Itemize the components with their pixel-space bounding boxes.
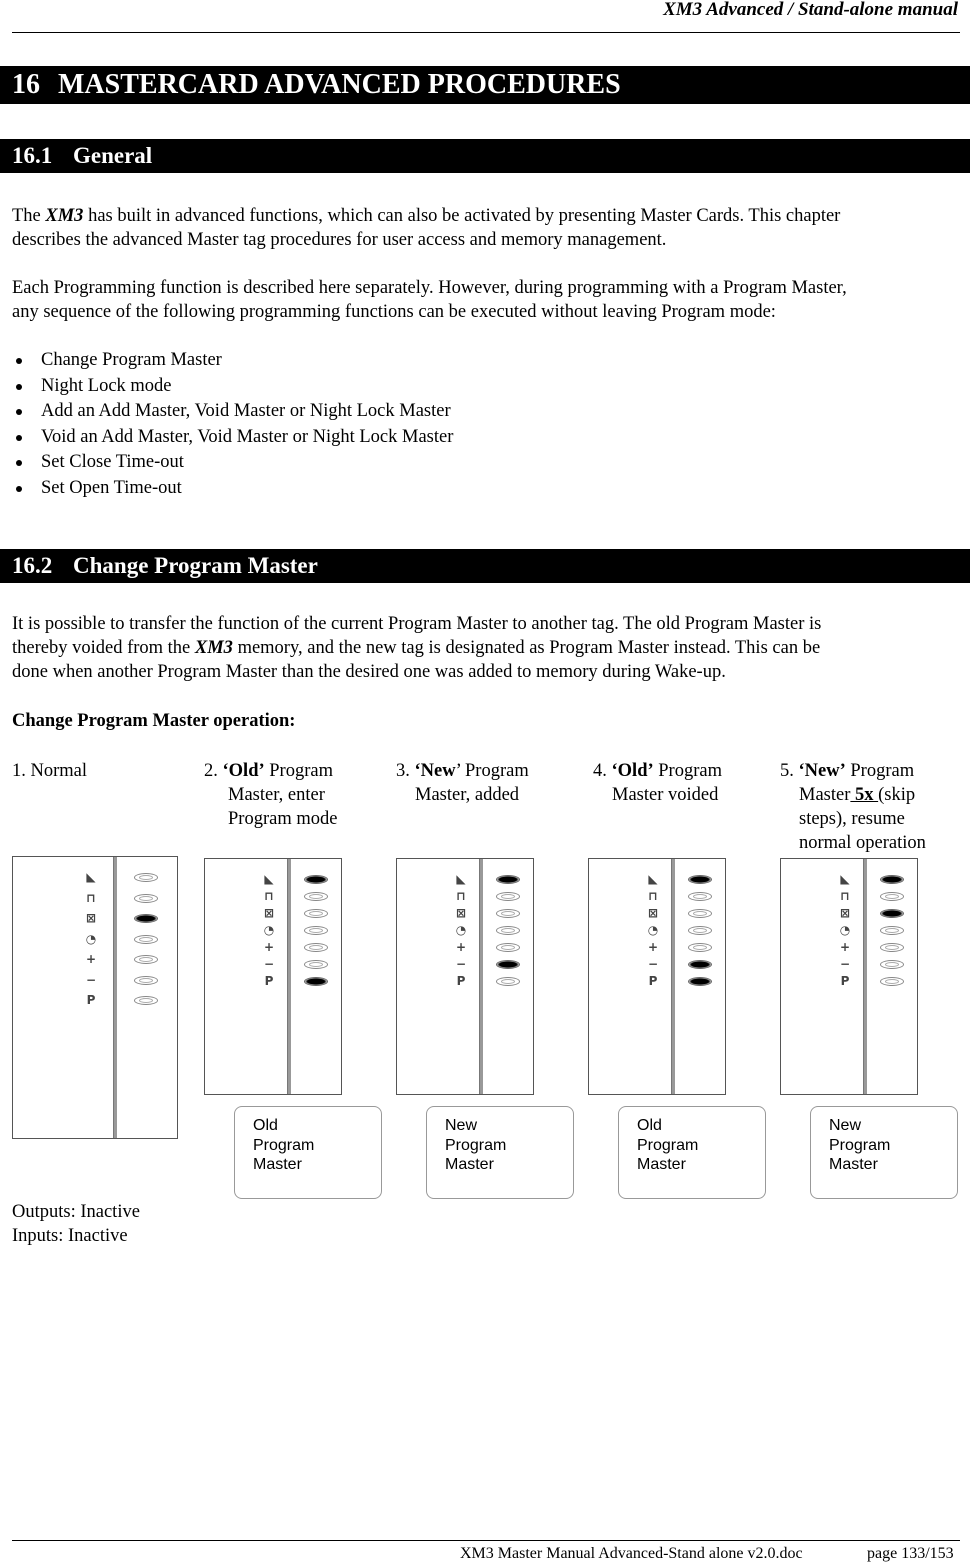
text: thereby voided from the [12,638,195,658]
brand-xm3: XM3 [194,638,233,658]
reader-panel-step-5 [780,858,918,1095]
led-off-indicator [496,926,520,935]
rfid-signal-icon: ◣ [456,872,466,886]
led-on-indicator [688,875,712,884]
text: The [12,206,46,226]
step-bold: ‘New [414,761,456,781]
led-off-indicator [134,894,158,903]
step-number: 5. [780,761,794,781]
tag-card-old-program-master [618,1106,766,1199]
plus-icon: + [455,940,467,954]
chapter-heading [0,66,970,104]
led-off-indicator [134,976,158,985]
inputs-status: Inputs: Inactive [12,1226,128,1246]
list-item: Change Program Master [12,348,453,374]
card-label: Program [637,1136,699,1154]
step-3 [396,759,529,807]
footer-page-number: page 133/153 [867,1545,954,1562]
step-text: (skip [878,785,916,805]
rfid-signal-icon: ◣ [86,870,96,884]
led-off-indicator [304,909,328,918]
general-paragraph-1 [12,204,962,252]
operation-heading: Change Program Master operation: [12,711,296,731]
list-item: Set Open Time-out [12,476,453,502]
plus-icon: + [263,940,275,954]
door-open-icon: ⊓ [840,889,850,903]
card-label: Old [637,1117,662,1134]
step-text: Program [845,761,915,781]
step-text: steps), resume [799,809,905,829]
step-text: ’ Program [455,761,529,781]
led-on-indicator [304,875,328,884]
reader-panel-step-4 [588,858,726,1095]
led-on-indicator [496,875,520,884]
led-off-indicator [496,892,520,901]
clock-icon: ◔ [85,931,97,946]
repeat-count: 5x [850,785,879,805]
led-off-indicator [688,926,712,935]
p-letter-icon: P [264,974,274,988]
card-label: Program [829,1136,891,1154]
lock-box-icon: ⊠ [85,911,97,925]
footer-rule [12,1540,960,1541]
led-off-indicator [134,935,158,944]
step-2 [204,759,337,831]
text: has built in advanced functions, which can also be activated by presenting Master Cards. This chapter [83,206,841,226]
section-number: 16.2 [12,553,53,578]
step-text: Master [799,785,851,805]
brand-xm3: XM3 [45,206,84,226]
led-off-indicator [496,977,520,986]
tag-card-old-program-master [234,1106,382,1199]
running-header-title: XM3 Advanced / Stand-alone manual [663,0,958,20]
text: Each Programming function is described here separately. However, during programming with a Program Master, [12,278,847,298]
text: describes the advanced Master tag procedures for user access and memory management. [12,230,667,250]
step-text: Program [264,761,333,781]
list-item: Set Close Time-out [12,450,453,476]
lock-box-icon: ⊠ [839,906,851,920]
card-label: Master [445,1156,494,1173]
text: done when another Program Master than the desired one was added to memory during Wake-up. [12,662,726,682]
general-paragraph-2 [12,276,962,324]
section-number: 16.1 [12,143,53,168]
step-bold: ‘New’ [798,761,846,781]
led-on-indicator [304,977,328,986]
step-text: Program mode [228,809,338,829]
clock-icon: ◔ [263,923,275,937]
header-rule [12,32,960,33]
text: It is possible to transfer the function of the current Program Master to another tag. The old Program Master is [12,614,822,634]
card-label: New [829,1117,862,1134]
led-off-indicator [880,926,904,935]
section-heading-general [0,139,970,173]
step-text: Master, enter [228,785,325,805]
led-off-indicator [304,960,328,969]
step-5 [780,759,926,855]
door-open-icon: ⊓ [86,890,96,905]
change-paragraph [12,612,962,684]
footer-document-name: XM3 Master Manual Advanced-Stand alone v2.0.doc [460,1545,803,1562]
led-on-indicator [880,909,904,918]
card-label: New [445,1117,478,1134]
step-text: Master voided [612,785,719,805]
card-label: Master [637,1156,686,1173]
led-off-indicator [304,926,328,935]
minus-icon: − [647,957,659,971]
chapter-title: MASTERCARD ADVANCED PROCEDURES [58,69,621,100]
led-off-indicator [688,892,712,901]
section-title: Change Program Master [73,553,318,578]
lock-box-icon: ⊠ [647,906,659,920]
step-number: 3. [396,761,410,781]
step-bold: ‘Old’ [611,761,654,781]
outputs-status: Outputs: Inactive [12,1202,140,1222]
panel-divider [113,857,117,1138]
clock-icon: ◔ [647,923,659,937]
led-off-indicator [134,873,158,882]
card-label: Master [253,1156,302,1173]
step-number: 2. [204,761,218,781]
clock-icon: ◔ [455,923,467,937]
list-item: Void an Add Master, Void Master or Night Lock Master [12,425,453,451]
programming-functions-list [12,348,453,501]
step-text: Normal [30,761,88,781]
card-label: Old [253,1117,278,1134]
led-on-indicator [688,977,712,986]
led-off-indicator [134,955,158,964]
door-open-icon: ⊓ [456,889,466,903]
led-off-indicator [880,960,904,969]
step-bold: ‘Old’ [222,761,265,781]
minus-icon: − [839,957,851,971]
led-off-indicator [496,943,520,952]
rfid-signal-icon: ◣ [840,872,850,886]
tag-card-new-program-master [426,1106,574,1199]
p-letter-icon: P [456,974,466,988]
list-item: Night Lock mode [12,374,453,400]
minus-icon: − [263,957,275,971]
plus-icon: + [647,940,659,954]
led-on-indicator [134,914,158,923]
list-item: Add an Add Master, Void Master or Night Lock Master [12,399,453,425]
minus-icon: − [455,957,467,971]
panel-divider [287,859,291,1094]
led-off-indicator [880,892,904,901]
lock-box-icon: ⊠ [455,906,467,920]
chapter-number: 16 [12,69,40,100]
p-letter-icon: P [840,974,850,988]
text: memory, and the new tag is designated as Program Master instead. This can be [232,638,821,658]
lock-box-icon: ⊠ [263,906,275,920]
plus-icon: + [839,940,851,954]
plus-icon: + [85,952,97,966]
led-off-indicator [688,909,712,918]
led-off-indicator [304,892,328,901]
card-label: Program [253,1136,315,1154]
step-4 [593,759,722,807]
led-off-indicator [304,943,328,952]
minus-icon: − [85,972,97,987]
led-off-indicator [880,977,904,986]
door-open-icon: ⊓ [648,889,658,903]
panel-divider [479,859,483,1094]
section-heading-change-program-master [0,549,970,583]
step-text: Master, added [415,785,520,805]
tag-card-new-program-master [810,1106,958,1199]
p-letter-icon: P [86,993,96,1007]
card-label: Program [445,1136,507,1154]
step-number: 1. [12,761,26,781]
clock-icon: ◔ [839,923,851,937]
led-on-indicator [688,960,712,969]
door-open-icon: ⊓ [264,889,274,903]
text: any sequence of the following programming functions can be executed without leaving Program mode: [12,302,776,322]
led-on-indicator [880,875,904,884]
panel-divider [671,859,675,1094]
reader-panel-step-3 [396,858,534,1095]
io-status [12,1200,962,1248]
card-label: Master [829,1156,878,1173]
led-off-indicator [496,909,520,918]
led-off-indicator [880,943,904,952]
section-title: General [73,143,153,168]
led-off-indicator [688,943,712,952]
reader-panel-step-1 [12,856,178,1139]
reader-panel-step-2 [204,858,342,1095]
led-off-indicator [134,996,158,1005]
step-text: normal operation [799,833,926,853]
step-text: Program [653,761,722,781]
rfid-signal-icon: ◣ [648,872,658,886]
step-1 [12,759,87,783]
step-number: 4. [593,761,607,781]
panel-divider [863,859,867,1094]
rfid-signal-icon: ◣ [264,872,274,886]
p-letter-icon: P [648,974,658,988]
led-on-indicator [496,960,520,969]
